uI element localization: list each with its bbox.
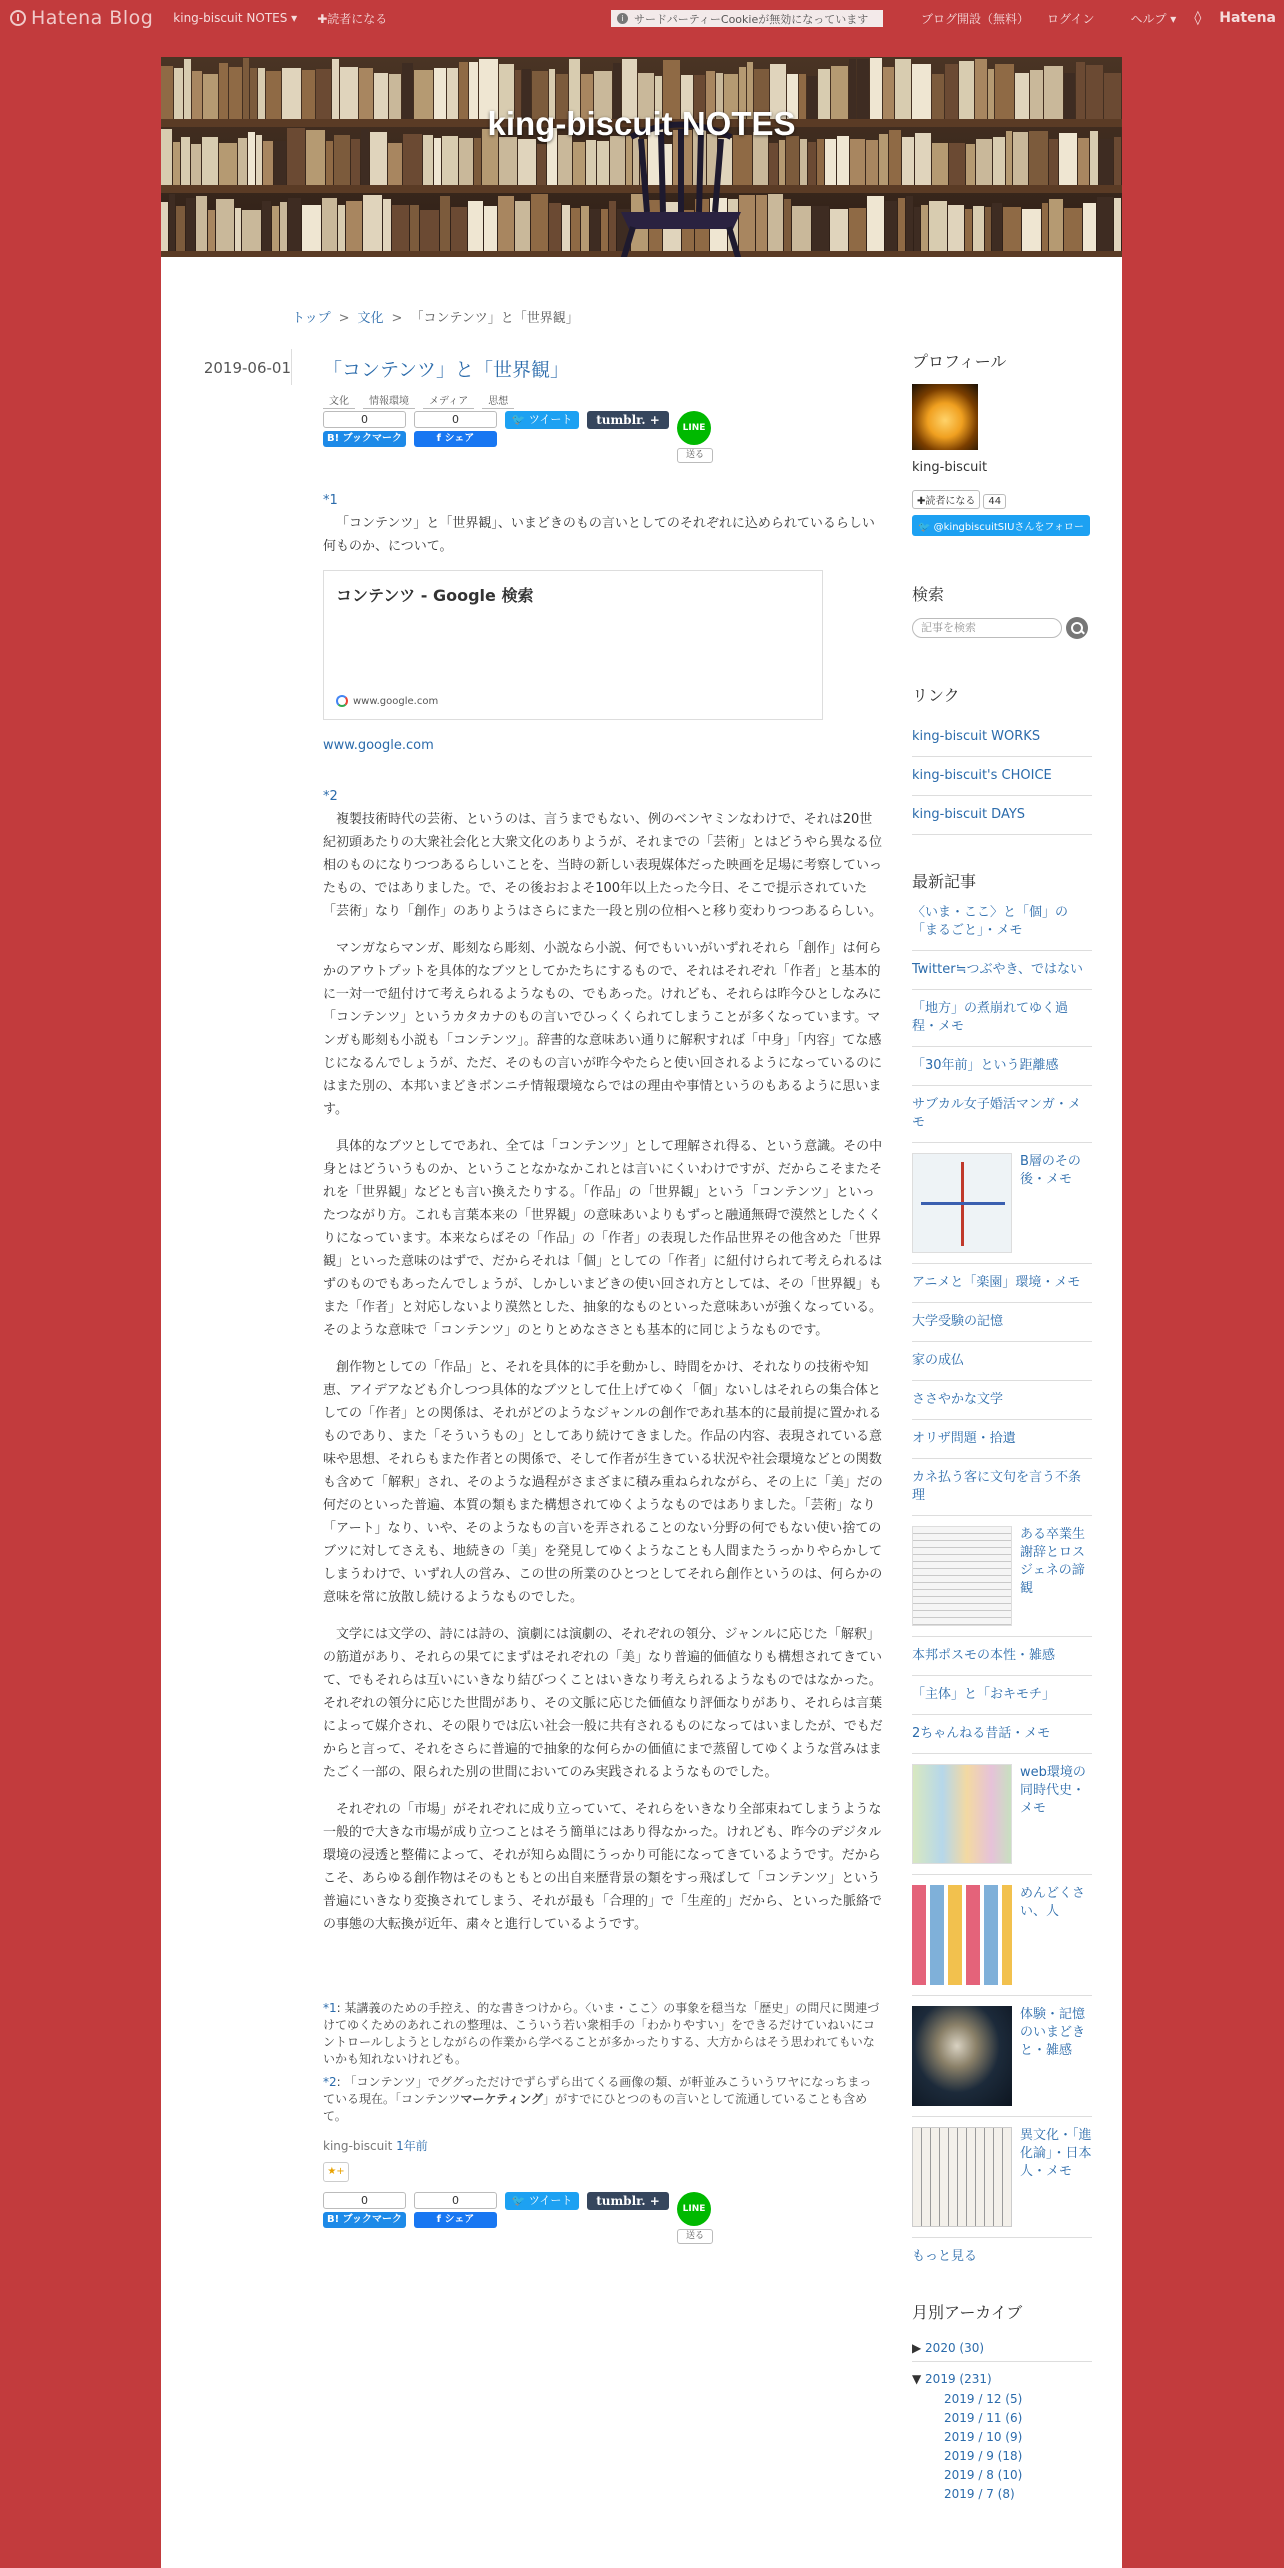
facebook-share-button[interactable]: f シェア	[414, 2212, 497, 2228]
archive-heading: 月別アーカイブ	[912, 2303, 1023, 2322]
category-tag[interactable]: メディア	[423, 392, 474, 409]
book-spine	[965, 209, 972, 251]
profile-avatar[interactable]	[912, 384, 978, 450]
book-spine	[181, 137, 190, 185]
book-spine	[1083, 203, 1096, 251]
book-spine	[322, 198, 337, 251]
login-link[interactable]: ログイン	[1047, 11, 1095, 26]
line-icon[interactable]: LINE	[677, 411, 711, 445]
book-spine	[208, 210, 215, 251]
book-spine	[1097, 197, 1113, 251]
open-blog-link[interactable]: ブログ開設（無料）	[921, 11, 1030, 26]
archive-month[interactable]: 2019 / 12 (5)	[944, 2392, 1023, 2406]
book-spine	[1099, 139, 1113, 185]
book-spine	[518, 139, 536, 185]
book-spine	[498, 196, 514, 251]
blog-title[interactable]: king-biscuit NOTES	[487, 105, 796, 142]
paragraph: マンガならマンガ、彫刻なら彫刻、小説なら小説、何でもいいがいずれそれら「創作」は何らかのアウトプットを具体的なブツとしてかたちにするもので、それはそれぞれ「作者」と基本的に一対一で紐付けて考えられるようなもの、でもあった。けれども、それらは昨今ひとしなみに「コンテンツ」というカタカナのもの言いでひっくくられてしまうことが多くなっています。マンガも彫刻も小説も「コンテンツ」。辞書的な意味あい通りに解釈すれば「中身」「内容」てな感じになるんでしょうが、ただ、そのもの言いが昨今やたらと使い回されるようになっているのにはまた別の、本邦いまどきボンニチ情報環境ならではの理由や事情というのもあるように思います。	[323, 941, 883, 1117]
book-spine	[929, 201, 947, 251]
recent-entry[interactable]: 2ちゃんねる昔話・メモ	[912, 1715, 1092, 1754]
book-spine	[549, 203, 561, 251]
archive-month[interactable]: 2019 / 7 (8)	[944, 2487, 1015, 2501]
book-spine	[202, 137, 218, 185]
book-spine	[242, 210, 261, 251]
book-spine	[921, 205, 928, 251]
book-spine	[784, 199, 791, 251]
book-spine	[581, 206, 589, 251]
book-spine	[601, 209, 609, 251]
breadcrumb-category[interactable]: 文化	[357, 311, 384, 326]
hatena-logo-icon	[10, 10, 26, 26]
book-spine	[169, 194, 175, 251]
line-send-button[interactable]: 送る	[677, 448, 713, 463]
entry-intro: 「コンテンツ」と「世界観」、いまどきのもの言いとしてのそれぞれに込められているらしい何ものか、について。	[323, 516, 875, 554]
book-spine	[932, 143, 948, 185]
book-spine	[459, 138, 473, 185]
search-input[interactable]: 記事を検索	[912, 618, 1062, 638]
recent-entry[interactable]: B層のその後・メモ	[912, 1143, 1092, 1264]
hatena-link[interactable]: ◊ Hatena	[1194, 10, 1276, 26]
facebook-share-button[interactable]: f シェア	[414, 431, 497, 447]
paragraph: 文学には文学の、詩には詩の、演劇には演劇の、それぞれの領分、ジャンルに応じた「解釈」の筋道があり、それらの果てにまずはそれぞれの「美」なり普遍的価値なりも構想されてきていて、でもそれらは互いにいきなり結びつくことはいきなり考えられるようなものではなかった。それぞれの領分に応じた世間があり、その文脈に応じた価値なり評価なりがあり、それらは言葉によって媒介され、その限りでは広い社会一般に共有されるものになってはいましたが、でもだからと言って、それをさらに普遍的で抽象的な何らかの価値にまで蒸留してゆくような営みはまたごく一部の、限られた別の世間においてのみ実践されるようなものでした。	[323, 1627, 883, 1780]
book-spine	[948, 205, 964, 251]
recent-entry[interactable]: オリザ問題・拾遺	[912, 1420, 1092, 1459]
archive-year[interactable]: ▼ 2019 (231)	[912, 2372, 992, 2386]
recent-entry[interactable]: カネ払う客に文句を言う不条理	[912, 1459, 1092, 1516]
tumblr-button[interactable]: tumblr. +	[587, 411, 669, 429]
recent-entry[interactable]: 異文化・「進化論」・日本人・メモ	[912, 2117, 1092, 2238]
recent-entry[interactable]: 「30年前」という距離感	[912, 1047, 1092, 1086]
hatena-bookmark-count: 0	[323, 2192, 406, 2209]
footnote-2: *2: 「コンテンツ」でググっただけでずらずら出てくる画像の類、が軒並みこういうワヤになっちまっている現在。「コンテンツマーケティング」がすでにひとつのもの言いとして流通していることも含めて。	[323, 2075, 872, 2123]
google-icon	[336, 695, 348, 707]
book-spine	[499, 137, 517, 185]
facebook-count: 0	[414, 411, 497, 428]
book-spine	[1049, 199, 1063, 251]
blog-menu[interactable]: king-biscuit NOTES ▾	[173, 11, 298, 25]
recent-entry[interactable]: アニメと「楽園」環境・メモ	[912, 1264, 1092, 1303]
book-spine	[531, 194, 548, 251]
follow-count: 44	[983, 494, 1006, 509]
recent-entry[interactable]: Twitter≒つぶやき、ではない	[912, 951, 1092, 990]
book-spine	[786, 136, 799, 185]
line-icon[interactable]: LINE	[677, 2192, 711, 2226]
paragraph: 具体的なブツとしてであれ、全ては「コンテンツ」として理解され得る、という意識。その中身とはどういうものか、ということなかなかこれとは言いにくいわけですが、だからこそまたそれを「世界観」などとも言い換えたりする。「作品」の「世界観」という「コンテンツ」といったつながり方。これも言葉本来の「世界観」の意味あいよりもずっと融通無碍で漠然としたくくりになっています。本来ならばその「作品」の「作者」の表現した作品世界その他含めた「世界観」といった意味のはずで、だからそれは「個」としての「作者」に紐付けられて考えられるはずのものでもあったんでしょうが、しかしいまどきの使い回され方としては、その「世界観」もまた「作者」と対応しないより漠然とした、抽象的なものといった意味あいが強くなっている。そのような意味で「コンテンツ」のとりとめなささとも基本的に同じようなものです。	[323, 1139, 883, 1338]
book-spine	[973, 206, 984, 251]
book-spine	[562, 205, 570, 251]
book-spine	[288, 198, 301, 251]
book-spine	[812, 206, 829, 251]
book-spine	[1042, 203, 1048, 251]
line-share	[677, 411, 713, 463]
book-spine	[902, 137, 914, 185]
facebook-share	[414, 2192, 497, 2228]
book-spine	[867, 196, 884, 251]
book-spine	[837, 136, 849, 185]
date-divider	[291, 349, 292, 385]
breadcrumb-current: 「コンテンツ」と「世界観」	[410, 311, 579, 326]
book-spine	[440, 196, 450, 251]
recent-entry[interactable]: 「地方」の煮崩れてゆく過程・メモ	[912, 990, 1092, 1047]
book-spine	[196, 196, 207, 251]
book-spine	[484, 206, 497, 251]
book-spine	[238, 138, 247, 185]
content-area	[161, 257, 1122, 2568]
recent-heading: 最新記事	[912, 872, 977, 891]
book-spine	[326, 141, 333, 185]
book-spine	[906, 196, 913, 251]
book-spine	[468, 201, 483, 251]
book-spine	[515, 201, 530, 251]
link-card-title[interactable]: コンテンツ - Google 検索	[336, 586, 534, 605]
recent-entry[interactable]: 「主体」と「おキモチ」	[912, 1676, 1092, 1715]
search-icon[interactable]	[1066, 617, 1088, 639]
footnotes	[323, 2000, 883, 2125]
book-spine	[993, 137, 1005, 185]
book-spine	[898, 198, 905, 251]
tumblr-button[interactable]: tumblr. +	[587, 2192, 669, 2210]
entry-thumbnail[interactable]	[912, 1885, 1012, 1985]
book-spine	[808, 142, 816, 185]
reader-button[interactable]: ✚読者になる	[317, 11, 388, 26]
book-spine	[263, 141, 273, 185]
book-spine	[1078, 138, 1089, 185]
search-heading: 検索	[912, 585, 945, 604]
footnote-ref-1[interactable]: *1	[323, 493, 338, 508]
book-spine	[992, 203, 1002, 251]
sidebar	[912, 349, 1092, 2504]
link-card-source: www.google.com	[336, 695, 438, 707]
category-tag[interactable]: 文化	[323, 392, 355, 409]
book-spine	[262, 201, 271, 251]
book-spine	[451, 207, 467, 251]
tweet-button[interactable]: 🐦 ツイート	[505, 2192, 579, 2210]
archive-month[interactable]: 2019 / 11 (6)	[944, 2411, 1023, 2425]
book-spine	[420, 210, 439, 251]
recent-entry[interactable]: 〈いま・ここ〉と「個」の「まるごと」・メモ	[912, 894, 1092, 951]
book-spine	[383, 199, 391, 251]
book-spine	[573, 142, 585, 185]
recent-entry[interactable]: めんどくさい、人	[912, 1875, 1092, 1996]
book-spine	[410, 205, 419, 251]
cookie-notice[interactable]: i サードパーティーCookieが無効になっています	[611, 10, 883, 27]
book-spine	[976, 139, 992, 185]
category-tag[interactable]: 情報環境	[363, 392, 415, 409]
share-buttons-top	[323, 411, 883, 463]
hatena-bookmark-share	[323, 411, 406, 447]
book-spine	[768, 194, 783, 251]
hatena-bookmark-button[interactable]: B! ブックマーク	[323, 431, 406, 447]
book-spine	[235, 208, 241, 252]
book-spine	[769, 143, 778, 185]
archive-month[interactable]: 2019 / 10 (9)	[944, 2430, 1023, 2444]
book-spine	[216, 199, 234, 251]
twitter-follow-button[interactable]: 🐦 @kingbiscuitSIUさんをフォロー	[912, 515, 1090, 536]
book-spine	[825, 139, 836, 185]
breadcrumb-top[interactable]: トップ	[292, 311, 331, 326]
book-spine	[800, 139, 807, 185]
more-link[interactable]: もっと見る	[912, 2249, 978, 2264]
tweet-button[interactable]: 🐦 ツイート	[505, 411, 579, 429]
book-spine	[586, 140, 596, 185]
book-spine	[392, 205, 409, 251]
book-spine	[590, 209, 600, 251]
link-card[interactable]	[323, 570, 823, 720]
sidebar-link-choice[interactable]: king-biscuit's CHOICE	[912, 757, 1092, 796]
book-spine	[949, 143, 965, 185]
book-spine	[1114, 198, 1121, 251]
recent-entry[interactable]: サブカル女子婚活マンガ・メモ	[912, 1086, 1092, 1143]
archive-list	[912, 2335, 1092, 2504]
profile-name[interactable]: king-biscuit	[912, 460, 988, 475]
book-spine	[1003, 207, 1021, 251]
recent-entry[interactable]: 大学受験の記憶	[912, 1303, 1092, 1342]
book-spine	[779, 140, 785, 185]
links-heading: リンク	[912, 686, 960, 705]
book-spine	[817, 139, 824, 185]
book-spine	[914, 207, 920, 251]
book-spine	[219, 143, 237, 185]
footnote-1: *1: 某講義のための手控え、的な書きつけから。〈いま・ここ〉の事象を穏当な「歴史」の問尺に関連づけてゆくためのあれこれの整理は、こういう若い衆相手の「わかりやすい」をできるだけていねいにコントロールしようとしながらの作業から学べることが多かったりする、大方からはそう思われてもいないかも知れないけれども。	[323, 2001, 880, 2066]
profile-heading: プロフィール	[912, 352, 1007, 371]
entry-thumbnail[interactable]	[912, 1764, 1012, 1864]
add-star-button[interactable]: ★+	[323, 2162, 349, 2182]
book-spine	[434, 138, 441, 185]
hatena-bookmark-count: 0	[323, 411, 406, 428]
book-spine	[830, 209, 848, 251]
entry-age[interactable]: 1年前	[396, 2139, 428, 2153]
entry-date[interactable]: 2019-06-01	[203, 359, 291, 377]
link-card-url[interactable]: www.google.com	[323, 738, 434, 753]
follow-button[interactable]: ✚読者になる	[912, 490, 980, 509]
book-spine	[850, 139, 865, 185]
entry-categories	[323, 392, 883, 409]
entry	[323, 355, 883, 2244]
book-spine	[885, 201, 897, 251]
book-spine	[176, 206, 185, 251]
archive-month[interactable]: 2019 / 9 (18)	[944, 2449, 1023, 2463]
book-spine	[338, 205, 345, 251]
book-spine	[1064, 208, 1082, 252]
book-spine	[474, 138, 481, 185]
entry-footer	[323, 2137, 883, 2154]
entry-title[interactable]: 「コンテンツ」と「世界観」	[323, 359, 570, 381]
book-spine	[388, 143, 402, 185]
paragraph: 創作物としての「作品」と、それを具体的に手を動かし、時間をかけ、それなりの技術や知恵、アイデアなども介しつつ具体的なブツとして仕上げてゆく「個」ないしはそれらの集合体としての「作者」との関係は、それがどのようなジャンルの創作であれ基本的に最前提に置かれるものであり、また「そういうもの」としてあり続けてきました。作品の内容、表現されている意味や思想、それらもまた作者との関係で、そして作者が生きている状況や社会環境などとの関数も含めて「解釈」され、そのような過程がさまざまに積み重ねられながら、その上に「美」だの何だのといった普遍、本質の類もまた構想されてゆくようなものではありました。「芸術」なり「アート」なり、いや、そのようなもの言いを弄されることのない分野の何でもない使い捨てのブツに対してさえも、地続きの「美」を発見してゆくようなことも人間またうっかりやらかしてしまうわけで、いずれ人の営み、この世の所業のひとつとしてそれら創作というのは、何らかの意味を常に放散し続けるようなものでした。	[323, 1360, 883, 1605]
paragraph: 複製技術時代の芸術、というのは、言うまでもない、例のベンヤミンなわけで、それは20世紀初頭あたりの大衆社会化と大衆文化のありようが、それまでの「芸術」とはどうやら異なる位相のものになりつつあるらしいことを、当時の新しい表現媒体だった映画を足場に考察していったもの、ではありました。で、その後おおよそ100年以上たった今日、そこで提示されていた「芸術」なり「創作」のありようはさらにまた一段と別の位相へと移り変わりつつあるらしい。	[323, 812, 883, 919]
book-spine	[1049, 139, 1058, 185]
book-spine	[274, 141, 286, 185]
book-spine	[866, 140, 878, 185]
recent-entry[interactable]: 家の成仏	[912, 1342, 1092, 1381]
book-spine	[161, 202, 168, 251]
book-spine	[597, 141, 610, 185]
book-spine	[756, 195, 767, 251]
book-spine	[272, 206, 279, 251]
book-spine	[363, 195, 382, 251]
book-spine	[442, 136, 458, 185]
entry-thumbnail[interactable]	[912, 1153, 1012, 1253]
header-right-links	[903, 0, 1276, 36]
recent-entry[interactable]: 体験・記憶のいまどきと・雑感	[912, 1996, 1092, 2117]
follow-row	[912, 489, 1092, 509]
book-spine	[1114, 137, 1121, 185]
archive-month[interactable]: 2019 / 8 (10)	[944, 2468, 1023, 2482]
book-spine	[280, 202, 287, 251]
book-spine	[537, 144, 546, 185]
book-spine	[985, 207, 991, 251]
book-spine	[1022, 209, 1041, 251]
line-share	[677, 2192, 713, 2244]
book-spine	[966, 144, 975, 185]
blog-header[interactable]	[161, 57, 1122, 257]
sidebar-link-works[interactable]: king-biscuit WORKS	[912, 718, 1092, 757]
book-spine	[186, 198, 195, 251]
book-spine	[849, 208, 866, 251]
recent-entry[interactable]: 本邦ポスモの本性・雑感	[912, 1637, 1092, 1676]
recent-entry[interactable]: ある卒業生謝辞とロスジェネの諦観	[912, 1516, 1092, 1637]
hatena-blog-logo[interactable]: Hatena Blog	[10, 7, 153, 29]
info-icon: i	[617, 13, 628, 24]
recent-entry[interactable]: ささやかな文学	[912, 1381, 1092, 1420]
facebook-share	[414, 411, 497, 447]
book-spine	[792, 206, 811, 251]
global-header	[0, 0, 1284, 36]
facebook-count: 0	[414, 2192, 497, 2209]
book-spine	[173, 142, 180, 185]
breadcrumb: トップ > 文化 > 「コンテンツ」と「世界観」	[292, 311, 579, 326]
book-spine	[571, 208, 580, 251]
entry-thumbnail[interactable]	[912, 2006, 1012, 2106]
search-form	[912, 617, 1092, 639]
footnote-ref-2[interactable]: *2	[323, 789, 338, 804]
help-menu[interactable]: ヘルプ ▾	[1130, 11, 1177, 26]
category-tag[interactable]: 思想	[482, 392, 514, 409]
archive-year[interactable]: ▶ 2020 (30)	[912, 2335, 1092, 2362]
sidebar-link-days[interactable]: king-biscuit DAYS	[912, 796, 1092, 835]
recent-entry[interactable]: web環境の同時代史・メモ	[912, 1754, 1092, 1875]
book-spine	[351, 139, 360, 185]
book-spine	[346, 201, 362, 251]
paragraph: それぞれの「市場」がそれぞれに成り立っていて、それらをいきなり全部束ねてしまうような一般的で大きな市場が成り立つことはそう簡単にはあり得なかった。けれども、昨今のデジタル環境の浸透と整備によって、それが知らぬ間にうっかり可能になってきているようです。だからこそ、あらゆる創作物はそのもともとの出自来歴背景の類をすっ飛ばして「コンテンツ」という普遍にいきなり変換されてしまう、それが最も「合理的」で「生産的」だから、といった脈絡での事態の大転換が近年、粛々と進行しているようです。	[323, 1802, 883, 1932]
line-send-button[interactable]: 送る	[677, 2229, 713, 2244]
hatena-bookmark-share	[323, 2192, 406, 2228]
book-spine	[191, 144, 201, 185]
share-buttons-bottom	[323, 2192, 883, 2244]
hatena-bookmark-button[interactable]: B! ブックマーク	[323, 2212, 406, 2228]
entry-thumbnail[interactable]	[912, 2127, 1012, 2227]
entry-thumbnail[interactable]	[912, 1526, 1012, 1626]
author-name[interactable]: king-biscuit	[323, 2139, 393, 2153]
book-spine	[302, 205, 321, 251]
